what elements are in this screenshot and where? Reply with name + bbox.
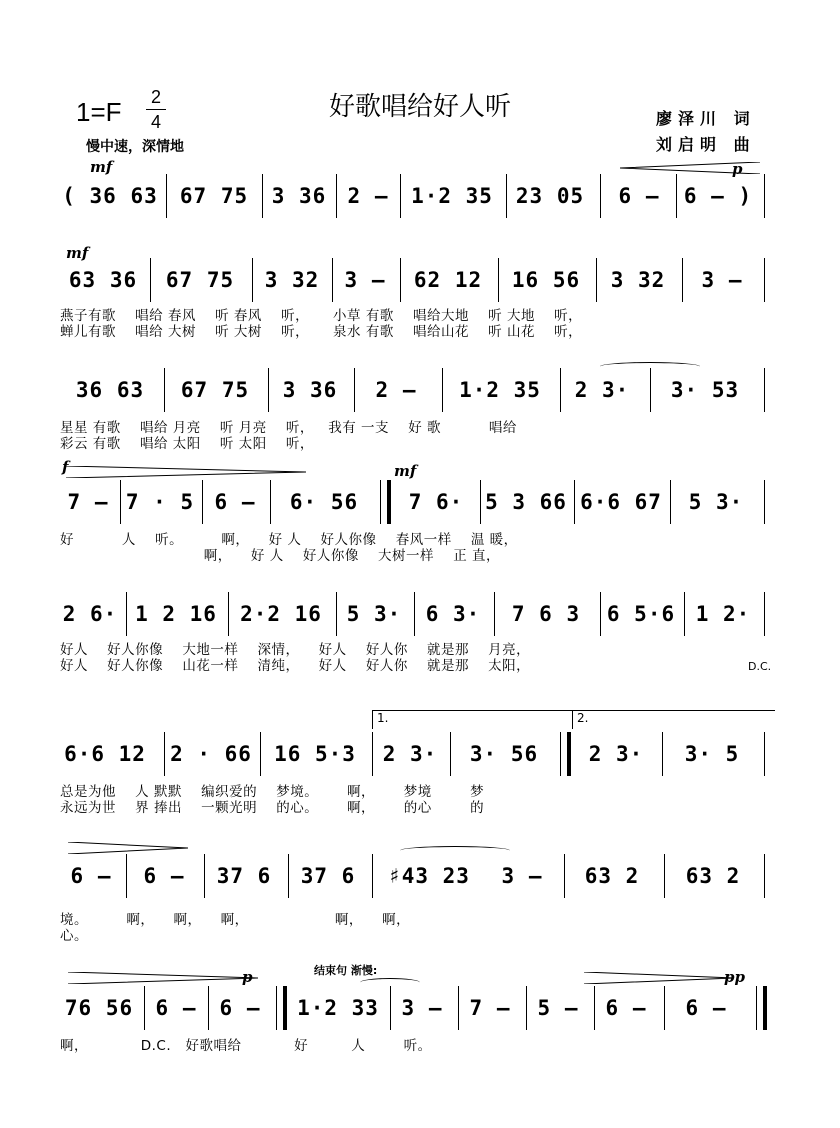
measure: 6 5·6 bbox=[606, 602, 676, 626]
measure: 3 – bbox=[344, 268, 386, 292]
key-signature: 1=F bbox=[76, 97, 122, 127]
measure: 6 – bbox=[214, 490, 256, 514]
staff-system-2 bbox=[60, 260, 780, 340]
measure: 63 36 bbox=[68, 268, 138, 292]
measure: 1 2· bbox=[695, 602, 751, 626]
tie bbox=[360, 978, 420, 987]
lyric-line-1: 燕子有歌 唱给 春风 听 春风 听， 小草 有歌 唱给大地 听 大地 听， bbox=[60, 308, 583, 324]
staff-system-4 bbox=[60, 482, 780, 562]
measure: 2 3· bbox=[574, 378, 630, 402]
measure: 2 3· bbox=[382, 742, 438, 766]
measure: 2 3· bbox=[588, 742, 644, 766]
dynamic-p: p bbox=[242, 968, 253, 986]
notes-row bbox=[60, 856, 780, 896]
measure: 1·2 33 bbox=[297, 996, 379, 1020]
measure: 6 – bbox=[618, 184, 660, 208]
dc-mark-small: D.C. bbox=[748, 660, 772, 673]
lyric-line-2: 蝉儿有歌 唱给 大树 听 大树 听， 泉水 有歌 唱给山花 听 山花 听， bbox=[60, 324, 583, 340]
tempo-marking: 慢中速，深情地 bbox=[86, 139, 184, 155]
measure: 7 – bbox=[67, 490, 109, 514]
composer-credit: 刘启明 曲 bbox=[656, 135, 756, 154]
measure: 63 2 bbox=[685, 864, 741, 888]
tie bbox=[400, 846, 510, 855]
tie bbox=[600, 362, 700, 371]
measure: 3 36 bbox=[282, 378, 338, 402]
dynamic-intro: mf bbox=[90, 158, 113, 176]
measure: 62 12 bbox=[413, 268, 483, 292]
diminuendo-hairpin bbox=[68, 972, 258, 984]
lyric-line-1: 啊， D.C. 好歌唱给 好 人 听。 bbox=[60, 1038, 432, 1054]
volta-1: 1. bbox=[372, 710, 575, 729]
measure: 2 – bbox=[375, 378, 417, 402]
repeat-start bbox=[380, 480, 391, 524]
measure: 5 3· bbox=[346, 602, 402, 626]
staff-system-5 bbox=[60, 594, 780, 674]
measure: 3· 56 bbox=[469, 742, 539, 766]
measure: 67 75 bbox=[165, 268, 235, 292]
lyric-line-2: 彩云 有歌 唱给 太阳 听 太阳 听， bbox=[60, 436, 314, 452]
measure: 6 3· bbox=[425, 602, 481, 626]
dynamic-pp: pp bbox=[724, 968, 745, 986]
staff-system-6 bbox=[60, 711, 780, 816]
notes-row bbox=[60, 988, 780, 1028]
notes-row bbox=[60, 370, 780, 410]
diminuendo-hairpin bbox=[68, 842, 188, 854]
measure: 6 – bbox=[143, 864, 185, 888]
lyric-line-2: 好人 好人你像 山花一样 清纯， 好人 好人你 就是那 太阳， bbox=[60, 658, 531, 674]
measure: 7 6 3 bbox=[511, 602, 581, 626]
lyric-line-2: 心。 bbox=[60, 928, 88, 944]
staff-system-7 bbox=[60, 856, 780, 944]
dynamic-mf: mf bbox=[394, 462, 417, 480]
meter-top: 2 bbox=[150, 87, 161, 107]
measure: 76 56 bbox=[64, 996, 134, 1020]
lyric-line-1: 星星 有歌 唱给 月亮 听 月亮 听， 我有 一支 好 歌 唱给 bbox=[60, 420, 517, 436]
lyric-line-1: 好 人 听。 啊， 好 人 好人你像 春风一样 温 暖， bbox=[60, 532, 518, 548]
measure: 7 – bbox=[469, 996, 511, 1020]
ending-label: 结束句 渐慢: bbox=[314, 964, 378, 977]
measure: 3 – bbox=[501, 864, 543, 888]
measure: 6·6 67 bbox=[580, 490, 662, 514]
measure: 3 32 bbox=[610, 268, 666, 292]
measure: 7 6· bbox=[408, 490, 464, 514]
lyric-line-1: 好人 好人你像 大地一样 深情， 好人 好人你 就是那 月亮， bbox=[60, 642, 531, 658]
measure: 3· 53 bbox=[670, 378, 740, 402]
measure: 1 2 16 bbox=[135, 602, 217, 626]
staff-system-3 bbox=[60, 370, 780, 450]
lyric-line-2: 啊， 好 人 好人你像 大树一样 正 直， bbox=[60, 548, 500, 564]
measure: 3 – bbox=[401, 996, 443, 1020]
dynamic-p: p bbox=[732, 160, 743, 178]
notes-row bbox=[60, 734, 780, 774]
dynamic-f: f bbox=[62, 458, 69, 476]
measure: 6 – bbox=[219, 996, 261, 1020]
repeat-end bbox=[560, 732, 571, 776]
measure: 37 6 bbox=[300, 864, 356, 888]
measure: 6 – bbox=[605, 996, 647, 1020]
measure: 67 75 bbox=[179, 184, 249, 208]
measure: 6·6 12 bbox=[64, 742, 146, 766]
measure: 16 5·3 bbox=[274, 742, 356, 766]
staff-system-8 bbox=[60, 964, 780, 1058]
measure: 67 75 bbox=[180, 378, 250, 402]
final-double-bar bbox=[276, 986, 287, 1030]
measure: 5 – bbox=[537, 996, 579, 1020]
measure: 6· 56 bbox=[289, 490, 359, 514]
measure: 37 6 bbox=[216, 864, 272, 888]
measure: 6 – ) bbox=[683, 184, 753, 208]
measure: 5 3· bbox=[688, 490, 744, 514]
volta-2: 2. bbox=[572, 710, 775, 729]
lyric-line-1: 境。 啊， 啊， 啊， 啊， 啊， bbox=[60, 912, 411, 928]
notes-row bbox=[60, 594, 780, 634]
song-title: 好歌唱给好人听 bbox=[328, 92, 511, 122]
lyric-line-1: 总是为他 人 默默 编织爱的 梦境。 啊， 梦境 梦 bbox=[60, 784, 485, 800]
diminuendo-hairpin bbox=[584, 972, 734, 984]
measure: 6 – bbox=[685, 996, 727, 1020]
measure: 16 56 bbox=[511, 268, 581, 292]
measure: 3 32 bbox=[264, 268, 320, 292]
measure: 3· 5 bbox=[684, 742, 740, 766]
measure: 2·2 16 bbox=[240, 602, 322, 626]
measure: 36 63 bbox=[75, 378, 145, 402]
measure: 1·2 35 bbox=[411, 184, 493, 208]
measure: 6 – bbox=[70, 864, 112, 888]
notes-row bbox=[60, 260, 780, 300]
measure: 3 36 bbox=[271, 184, 327, 208]
measure: ♯43 23 bbox=[388, 864, 470, 888]
dynamic-mf: mf bbox=[66, 244, 89, 262]
meter-bottom: 4 bbox=[150, 112, 161, 132]
lyric-line-2: 永远为世 界 捧出 一颗光明 的心。 啊， 的心 的 bbox=[60, 800, 485, 816]
measure: 3 – bbox=[701, 268, 743, 292]
lyricist-credit: 廖泽川 词 bbox=[656, 109, 756, 128]
diminuendo-hairpin bbox=[66, 466, 306, 478]
measure: 23 05 bbox=[515, 184, 585, 208]
measure: 2 – bbox=[347, 184, 389, 208]
measure: 6 – bbox=[155, 996, 197, 1020]
final-double-bar bbox=[756, 986, 767, 1030]
measure: 2 · 66 bbox=[170, 742, 252, 766]
measure: 2 6· bbox=[62, 602, 118, 626]
time-signature bbox=[146, 86, 166, 133]
measure: ( 36 63 bbox=[62, 184, 158, 208]
measure: 1·2 35 bbox=[459, 378, 541, 402]
measure: 63 2 bbox=[584, 864, 640, 888]
measure: 5 3 66 bbox=[485, 490, 567, 514]
notes-row bbox=[60, 482, 780, 522]
measure: 7 · 5 bbox=[125, 490, 195, 514]
